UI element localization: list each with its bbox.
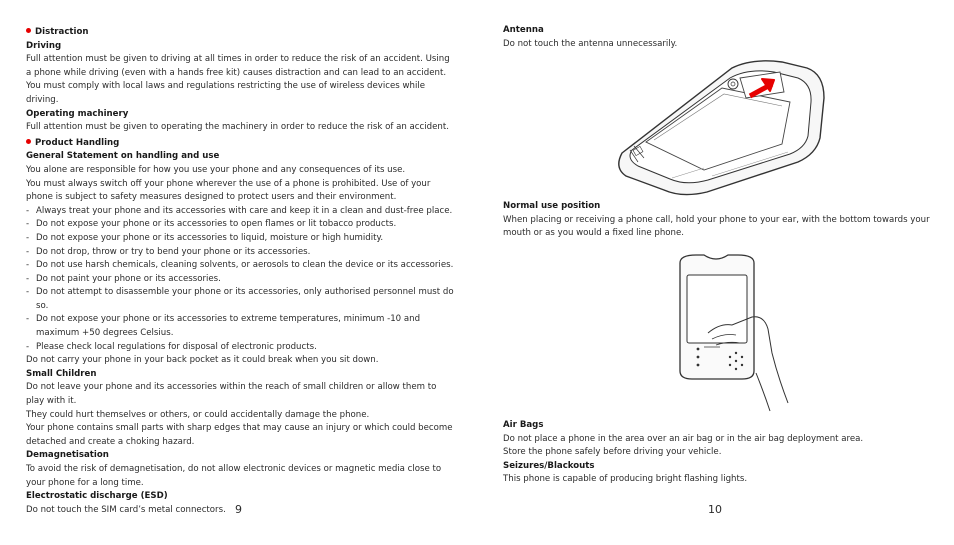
hand-holding-phone-illustration xyxy=(660,253,790,413)
list-item: - Do not expose your phone or its accessories to extreme temperatures, minimum -10 and maximum +50 degrees Celsius. xyxy=(26,313,454,340)
esd-text: Do not touch the SIM card’s metal connectors. xyxy=(26,504,226,515)
demagnetisation-text: To avoid the risk of demagnetisation, do not allow electronic devices or magnetic media close to your phone for a long time. xyxy=(26,464,442,488)
list-item: - Please check local regulations for disposal of electronic products. xyxy=(26,341,454,355)
driving-text: Full attention must be given to driving at all times in order to reduce the risk of an accident. Using a phone while driving (even with a hands free kit) causes distraction and can lead to an accident. You must comply with local laws and regulations restricting the use of wireless devices while driving. xyxy=(26,54,450,105)
small-children-title: Small Children xyxy=(26,368,97,379)
list-item: - Do not use harsh chemicals, cleaning solvents, or aerosols to clean the device or its accessories. xyxy=(26,259,454,273)
seizures-title: Seizures/Blackouts xyxy=(503,460,595,471)
general-statement-title: General Statement on handling and use xyxy=(26,151,220,162)
handling-bullet-list xyxy=(26,205,454,355)
red-bullet-icon xyxy=(26,139,31,144)
general-statement-text-2: You must always switch off your phone wherever the use of a phone is prohibited. Use of your phone is subject to safety measures designed to protect users and their environment. xyxy=(26,178,431,203)
seizures-text: This phone is capable of producing bright flashing lights. xyxy=(503,474,748,485)
phone-back-antenna-illustration xyxy=(612,58,830,198)
list-item: - Do not attempt to disassemble your phone or its accessories, only authorised personnel must do so. xyxy=(26,286,454,313)
page-number-right: 10 xyxy=(708,503,722,516)
page-number-left: 9 xyxy=(235,503,242,516)
back-pocket-text: Do not carry your phone in your back pocket as it could break when you sit down. xyxy=(26,355,379,366)
driving-title: Driving xyxy=(26,40,62,51)
small-children-text-1: Do not leave your phone and its accessories within the reach of small children or allow them to play with it. xyxy=(26,382,437,407)
antenna-title: Antenna xyxy=(503,25,544,35)
antenna-text: Do not touch the antenna unnecessarily. xyxy=(503,38,678,49)
list-item: - Do not drop, throw or try to bend your phone or its accessories. xyxy=(26,246,454,260)
product-handling-heading: Product Handling xyxy=(26,137,454,151)
general-statement-text-1: You alone are responsible for how you use your phone and any consequences of its use. xyxy=(26,164,406,175)
air-bags-title: Air Bags xyxy=(503,419,544,430)
demagnetisation-title: Demagnetisation xyxy=(26,450,109,461)
list-item: - Do not expose your phone or its accessories to open flames or lit tobacco products. xyxy=(26,218,454,232)
machinery-text: Full attention must be given to operating the machinery in order to reduce the risk of an accident. xyxy=(26,122,449,133)
red-bullet-icon xyxy=(26,28,31,33)
list-item: - Always treat your phone and its accessories with care and keep it in a clean and dust-free place. xyxy=(26,205,454,219)
esd-title: Electrostatic discharge (ESD) xyxy=(26,491,168,502)
list-item: - Do not paint your phone or its accessories. xyxy=(26,273,454,287)
machinery-title: Operating machinery xyxy=(26,108,129,119)
small-children-text-3: Your phone contains small parts with sharp edges that may cause an injury or which could become detached and create a choking hazard. xyxy=(26,423,453,447)
distraction-heading: Distraction xyxy=(26,26,454,40)
left-page-column xyxy=(26,24,454,517)
list-item: - Do not expose your phone or its accessories to liquid, moisture or high humidity. xyxy=(26,232,454,246)
small-children-text-2: They could hurt themselves or others, or could accidentally damage the phone. xyxy=(26,409,370,420)
air-bags-text-1: Do not place a phone in the area over an air bag or in the air bag deployment area. xyxy=(503,433,864,444)
normal-use-title: Normal use position xyxy=(503,201,601,212)
air-bags-text-2: Store the phone safely before driving your vehicle. xyxy=(503,447,722,458)
normal-use-text: When placing or receiving a phone call, hold your phone to your ear, with the bottom towards your mouth or as you would a fixed line phone. xyxy=(503,214,930,239)
